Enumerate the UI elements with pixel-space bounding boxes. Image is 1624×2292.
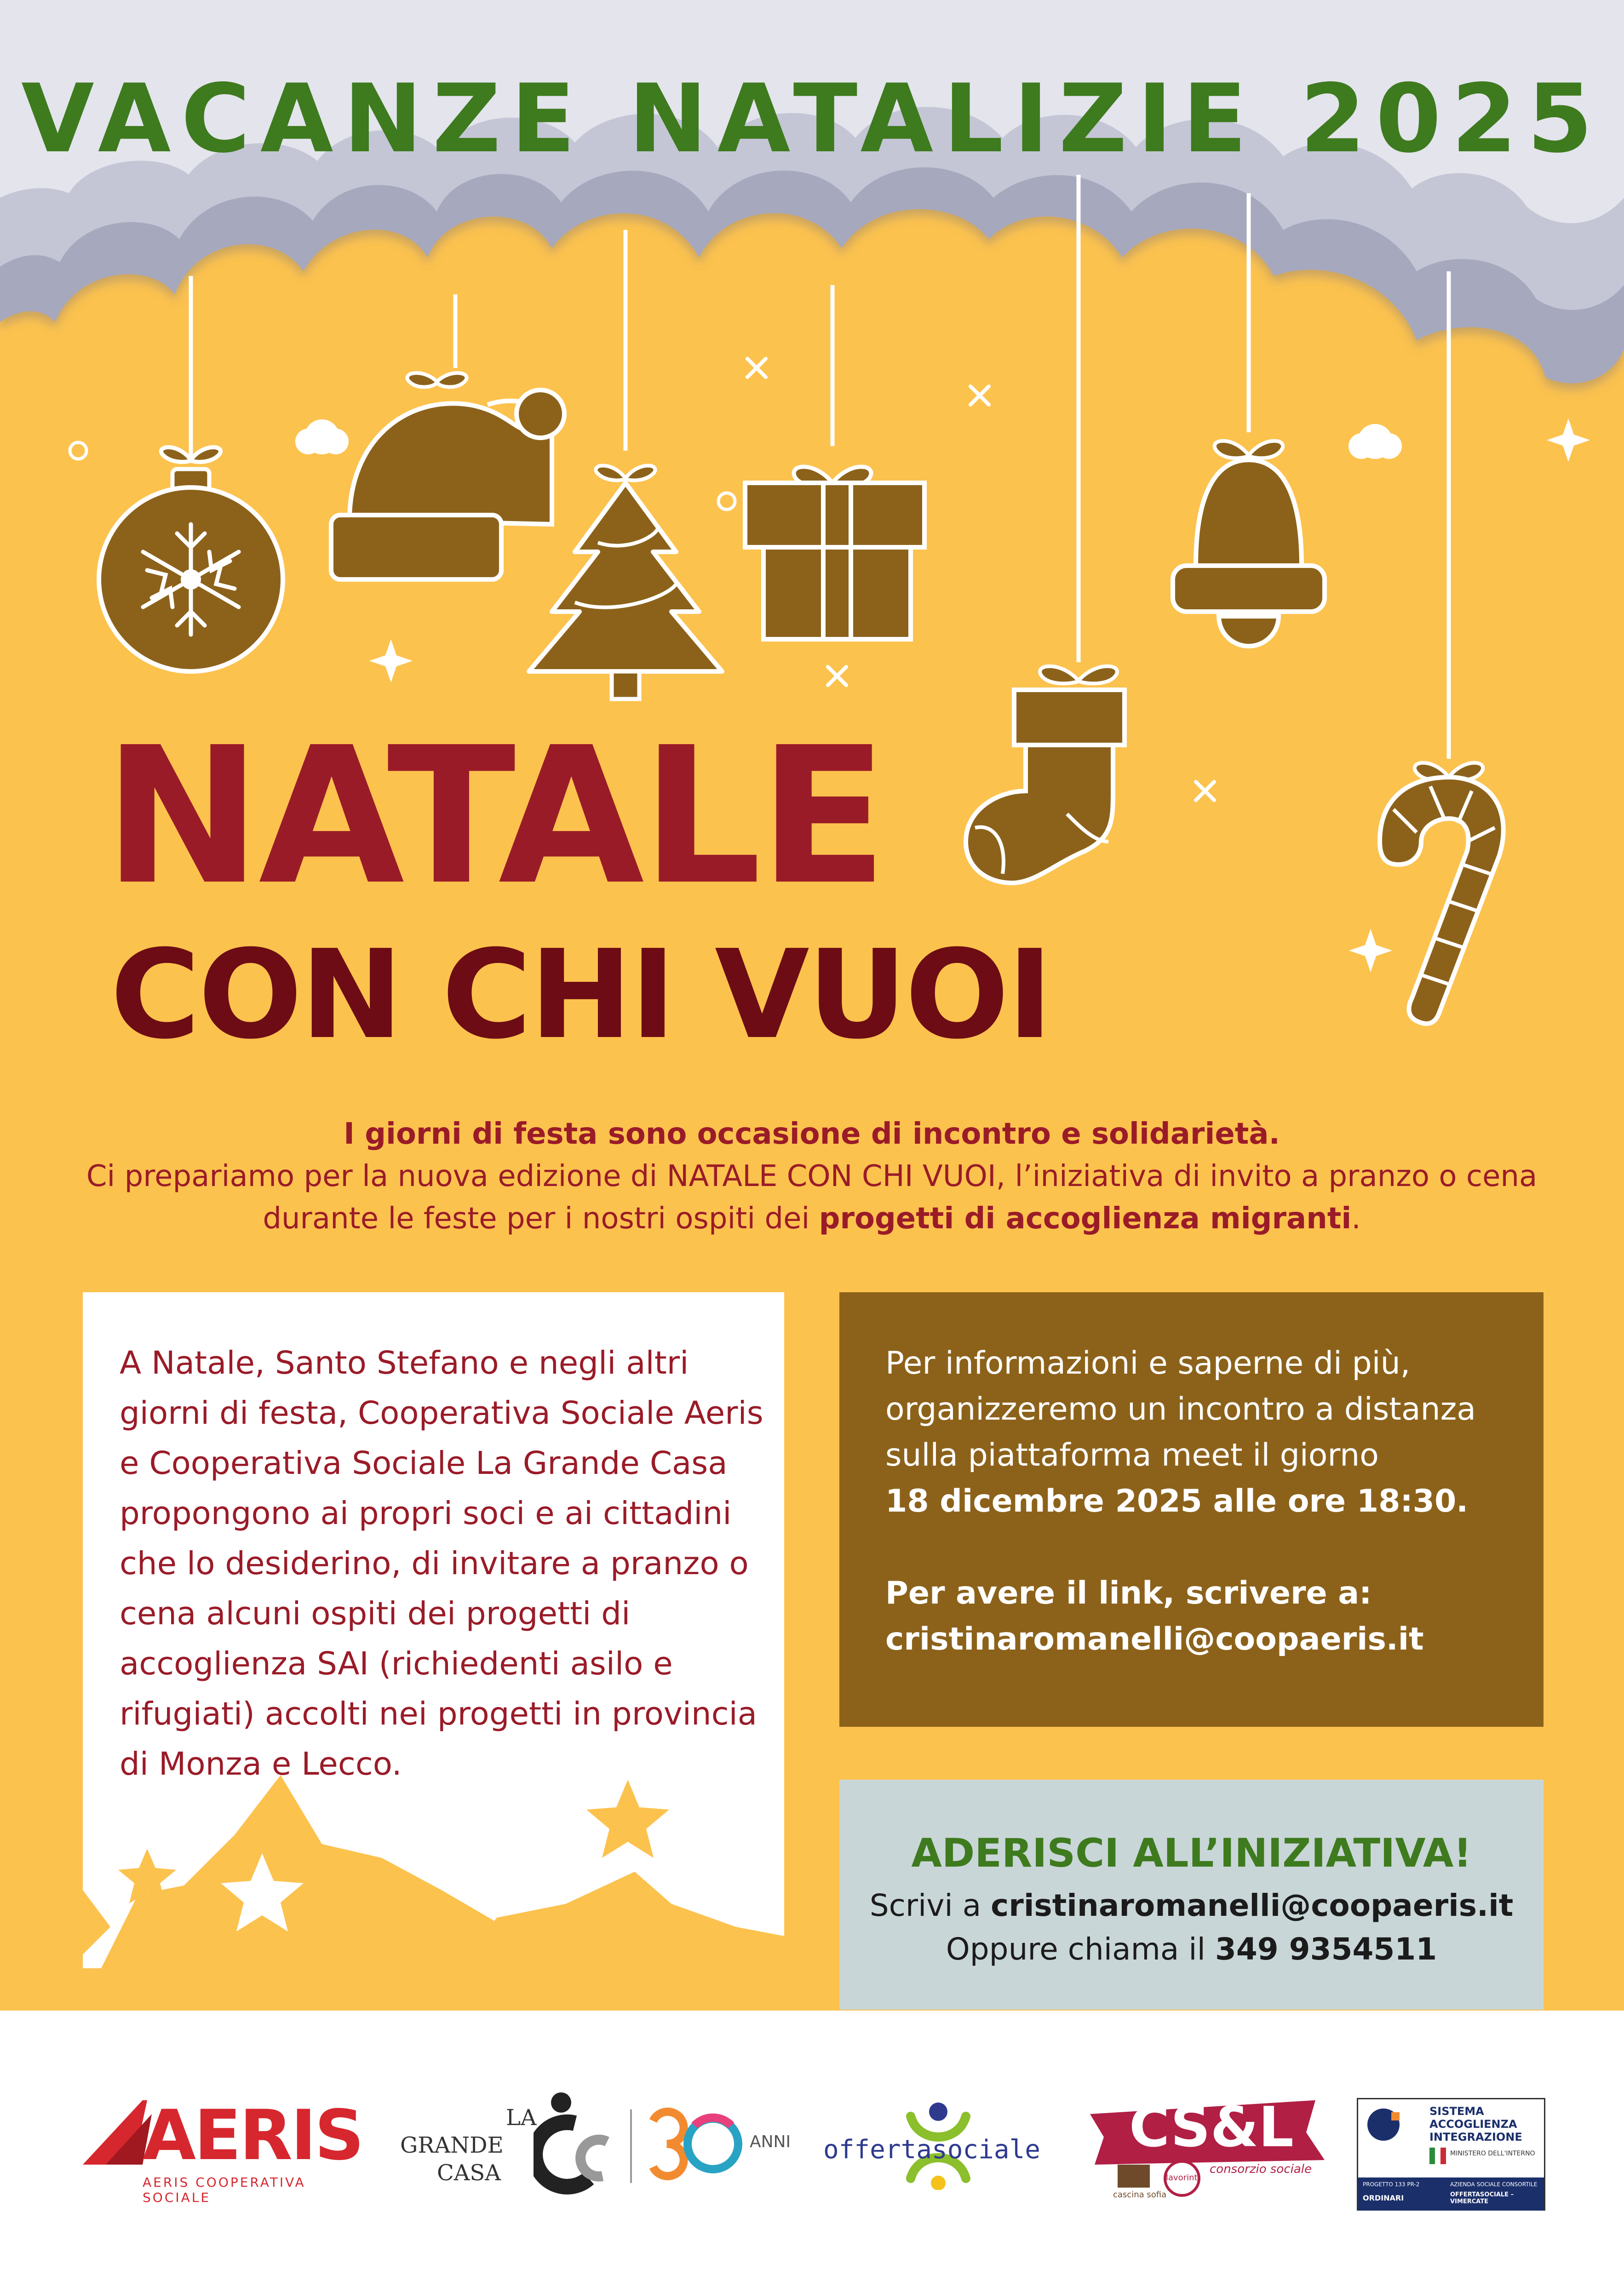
offerta-sociale-logo [823,2098,1053,2190]
info-link-label: Per avere il link, scrivere a: [885,1575,1372,1611]
cascina-sofia-label: cascina sofia [1113,2190,1167,2200]
intro-highlight: progetti di accoglienza migranti [819,1202,1352,1236]
sponsor-logos-footer [0,2011,1624,2292]
christmas-tree-icon [529,466,722,699]
sai-agency: AZIENDA SOCIALE CONSORTILE [1450,2181,1538,2188]
offerta-sociale-wordmark: offertasociale [823,2135,1041,2165]
info-text: Per informazioni e saperne di più, organizzeremo un incontro a distanza sulla piattaforma meet il giorno [885,1345,1476,1473]
lavorint-label: lavorint [1166,2173,1198,2183]
intro-lead: I giorni di festa sono occasione di incontro e solidarietà. [344,1117,1280,1151]
intro-body-end: . [1351,1202,1361,1236]
description-card [83,1292,784,1968]
lgc-line2: GRANDE [400,2132,504,2158]
aeris-logo [78,2096,373,2205]
anniversary-30-icon [644,2107,745,2185]
csl-subtitle: consorzio sociale [1210,2162,1312,2176]
sai-type: ORDINARI [1363,2194,1404,2202]
aeris-wordmark: AERIS [143,2096,362,2176]
santa-hat-icon [331,373,564,579]
cta-write-prefix: Scrivi a [869,1888,991,1923]
description-text: A Natale, Santo Stefano e negli altri giorni di festa, Cooperativa Sociale Aeris e Cooperativa Sociale La Grande Casa propongono ai propri soci e ai cittadini che lo desiderino, di invitare a pranzo o cena alcuni ospiti dei progetti di accoglienza SAI (richiedenti asilo e rifugiati) accolti nei progetti in provincia di Monza e Lecco. [120,1345,763,1782]
info-box [839,1292,1544,1727]
intro-paragraph [60,1113,1564,1240]
info-email[interactable]: cristinaromanelli@coopaeris.it [885,1621,1424,1657]
cta-phone[interactable]: 349 9354511 [1215,1931,1437,1967]
cta-box [839,1780,1544,2010]
sai-ministry: MINISTERO DELL'INTERNO [1450,2150,1535,2157]
la-grande-casa-logo [396,2091,809,2197]
cta-title: ADERISCI ALL’INIZIATIVA! [911,1830,1472,1876]
gift-icon [745,467,924,639]
sai-line1: SISTEMA [1429,2105,1484,2118]
lgc-anni: ANNI [750,2132,791,2151]
headline-natale: NATALE [103,706,885,926]
aeris-tagline: AERIS COOPERATIVA SOCIALE [143,2175,306,2205]
csl-wordmark: CS&L [1129,2096,1294,2160]
cta-call-prefix: Oppure chiama il [946,1931,1215,1967]
stocking-icon [966,666,1125,883]
sai-project: PROGETTO 133 PR-2 [1363,2181,1420,2188]
headline-con-chi-vuoi: CON CHI VUOI [110,923,1051,1066]
ministry-emblem [1429,2148,1446,2164]
lgc-mark-icon [534,2091,653,2197]
lgc-line3: CASA [437,2160,501,2186]
cta-email[interactable]: cristinaromanelli@coopaeris.it [991,1888,1514,1923]
intro-body-text: Ci prepariamo per la nuova edizione di NATALE CON CHI VUOI, l’iniziativa di invito a pranzo o cena durante le feste per i nostri ospiti dei [86,1159,1538,1236]
intro-body [60,1155,1564,1240]
sai-logo [1357,2098,1545,2211]
cascina-sofia-badge [1118,2165,1150,2188]
csl-logo [1085,2086,1325,2206]
page-title: VACANZE NATALIZIE 2025 [21,64,1603,174]
bauble-icon [99,447,283,672]
sai-agency-name: OFFERTASOCIALE – VIMERCATE [1450,2191,1514,2205]
cta-phone-line [839,1931,1544,1967]
sai-line2: ACCOGLIENZA [1429,2118,1517,2131]
lgc-line1: LA [506,2105,537,2131]
info-date: 18 dicembre 2025 alle ore 18:30. [885,1483,1469,1519]
sai-line3: INTEGRAZIONE [1429,2131,1522,2143]
bell-icon [1173,441,1325,646]
cta-email-line [839,1888,1544,1923]
candy-cane-icon [1380,763,1503,1024]
